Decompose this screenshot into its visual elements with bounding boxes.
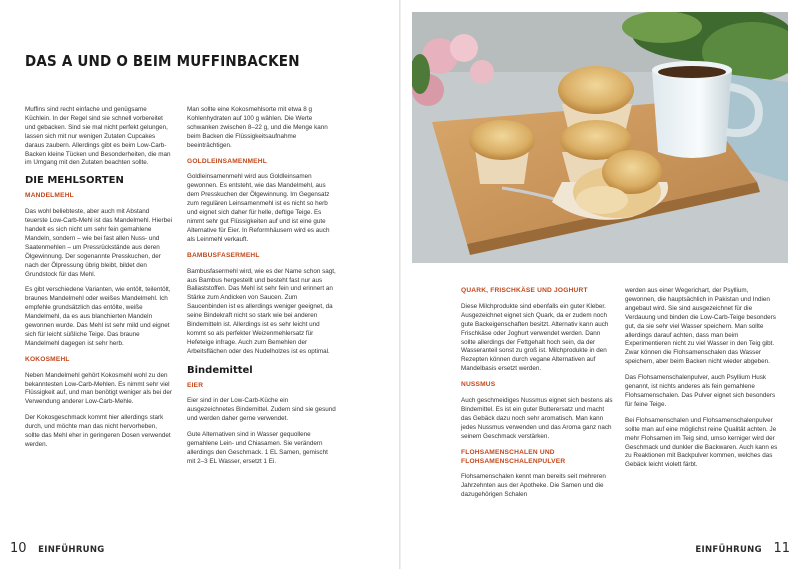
footer-left [10, 537, 105, 556]
muffin-photo-illustration [412, 12, 788, 263]
section-label-right: EINFÜHRUNG [695, 545, 762, 555]
muffin-photo [412, 12, 788, 263]
page-title: DAS A UND O BEIM MUFFINBACKEN [25, 52, 300, 70]
heading-goldleinsamenmehl: GOLDLEINSAMENMEHL [187, 157, 267, 165]
bambusfasermehl-text: Bambusfasermehl wird, wie es der Name schon sagt, aus Bambus hergestellt und besteht fast nur aus Ballaststoffen. Das Mehl ist sehr fein und erinnert an Stärke zum Andicken von Saucen. Zum Saucenbinden ist es allerdings weniger geeignet, da seine Bindekraft nicht so stark wie bei anderen Bindemitteln ist. Allerdings ist es sehr leicht und kommt so als perfekter Weizenmehlersatz für Hefeteige infrage. Auch zum Bemehlen der Arbeitsflächen oder des Nudelholzes ist es optimal. [187, 267, 336, 355]
page-number-right: 11 [773, 541, 790, 556]
heading-bambusfasermehl: BAMBUSFASERMEHL [187, 251, 260, 259]
page-number-left: 10 [10, 541, 27, 556]
mandelmehl-text-2: Es gibt verschiedene Varianten, wie entölt, teilentölt, braunes Mandelmehl oder weißes Mandelmehl. Ich empfehle grundsätzlich das entölte, weiße Mandelmehl, da es aus blanchierten Mandeln gewonnen wurde. Das Mehl ist sehr mild und eignet sich für leicht süßliche Teige. Das braune Mandelmehl dagegen ist sehr herb. [25, 286, 171, 347]
heading-mandelmehl: MANDELMEHL [25, 192, 74, 200]
flohsamenpulver-text: Das Flohsamenschalenpulver, auch Psyllium Husk genannt, ist nichts anderes als fein gemahlene Flohsamenschalen. Das Pulver eignet sich besonders für feine Teige. [625, 374, 776, 408]
heading-quark: QUARK, FRISCHKÄSE UND JOGHURT [461, 287, 588, 294]
flohsamen-continued: werden aus einer Wegerichart, der Psyllium, gewonnen, die hauptsächlich in Pakistan und Indien angebaut wird. Sie sind ausgezeichnet für die Verdauung und binden die Low-Carb-Teige besonders gut, da sie sehr viel Wasser speichern. Man sollte allerdings darauf achten, dass man beim Experimentieren nicht zu viel Wasser in den Teig gibt. Zwar können die Flohsamenschalen das Wasser speichern, aber beim Backen nicht wieder abgeben. [625, 287, 776, 366]
right-column-1 [461, 287, 613, 507]
mandelmehl-text: Das wohl beliebteste, aber auch mit Abstand teuerste Low-Carb-Mehl ist das Mandelmehl. Hierbei handelt es sich nicht um sehr fein gemahlene Mandeln, sondern – wie bei fast allen Nuss- und Saatenmehlen – um Pressrückstände aus deren Ölgewinnung. Der sogenannte Presskuchen, der nach der Ölpressung übrig bleibt, bildet den Grundstock für das Mehl. [25, 208, 172, 278]
goldleinsamenmehl-text: Goldleinsamenmehl wird aus Goldleinsamen gewonnen. Es entsteht, wie das Mandelmehl, aus dem Presskuchen der Ölgewinnung. Im Gegensatz zum regulären Leinsamenmehl ist es nicht so herb und eignet sich daher für helle, deftige Teige. Es nimmt sehr gut Flüssigkeiten auf und ist eine gute Alternative für Eier. In Reformhäusern wird es auch als Leinmehl verkauft. [187, 173, 330, 243]
heading-eier: EIER [187, 381, 204, 389]
flohsamen-text: Flohsamenschalen kennt man bereits seit mehreren Jahrzehnten aus der Apotheke. Die Samen und die dazugehörigen Schalen [461, 473, 606, 499]
flohsamen-quality-text: Bei Flohsamenschalen und Flohsamenschalenpulver sollte man auf eine möglichst reine Qualität achten. Je mehr Flohsamen im Teig sind, umso kerniger wird der Geschmack und dunkler die Backwaren. Auch kann es zu Reaktionen mit Backpulver kommen, welches das Gebäck leicht violett färbt. [625, 416, 778, 469]
eier-text: Eier sind in der Low-Carb-Küche ein ausgezeichnetes Bindemittel. Zudem sind sie gesund und werden daher gerne verwendet. [187, 397, 336, 423]
intro-paragraph: Muffins sind recht einfache und genügsame Küchlein. In der Regel sind sie schnell vorbereitet und gebacken. Sind sie mal nicht perfekt gelungen, lassen sich mit nur wenigen Zutaten Cupcakes daraus zaubern. Allerdings gibt es beim Low-Carb-Backen kleine Tücken und Besonderheiten, die man im Umgang mit den Zutaten beachten sollte. [25, 106, 171, 167]
eier-text-2: Gute Alternativen sind in Wasser gequollene gemahlene Lein- und Chiasamen. Sie verändern allerdings den Geschmack. 1 EL Samen, gemischt mit 2–3 EL Wasser, ersetzt 1 Ei. [187, 431, 328, 465]
footer-right [695, 537, 790, 556]
kokosmehl-text-2: Der Kokosgeschmack kommt hier allerdings stark durch, und möchte man das nicht hervorheben, sollte das Mehl eher in geringeren Dosen verwendet werden. [25, 414, 171, 448]
kokosmehl-text: Neben Mandelmehl gehört Kokosmehl wohl zu den bekanntesten Low-Carb-Mehlen. Es nimmt sehr viel Flüssigkeit auf, und man benötigt weniger als bei der Verwendung anderer Low-Carb-Mehle. [25, 371, 173, 406]
kokosmehl-continued: Man sollte eine Kokosmehlsorte mit etwa 8 g Kohlenhydraten auf 100 g wählen. Die Werte schwanken zwischen 8–22 g, und die Menge kann beim Backen die Flüssigkeitsaufnahme beeinträchtigen. [187, 106, 328, 149]
subheading-bindemittel: Bindemittel [187, 364, 253, 376]
nussmus-text: Auch geschmeidiges Nussmus eignet sich bestens als Bindemittel. Es ist ein guter Butterersatz und macht das Gebäck dazu noch sehr aromatisch. Man kann jedes Nussmus verwenden und das Aroma ganz nach seinem Geschmack verstärken. [461, 397, 613, 440]
heading-nussmus: NUSSMUS [461, 381, 496, 389]
left-column-1 [25, 106, 173, 457]
left-column-2 [187, 106, 337, 474]
heading-flohsamen: FLOHSAMENSCHALEN UND FLOHSAMENSCHALENPULVER [461, 448, 566, 465]
subheading-mehlsorten: DIE MEHLSORTEN [25, 175, 124, 187]
heading-kokosmehl: KOKOSMEHL [25, 355, 70, 363]
quark-text: Diese Milchprodukte sind ebenfalls ein guter Kleber. Ausgezeichnet eignet sich Quark, da er zudem noch gute Backeigenschaften besitzt. Alternativ kann auch Frischkäse oder Joghurt verwendet werden. Dann sollte allerdings der Fettgehalt hoch sein, da der Wasseranteil sonst zu groß ist. Milchprodukte in den Rezepten können durch vegane Alternativen auf Mandelbasis ersetzt werden. [461, 302, 609, 373]
section-label-left: EINFÜHRUNG [38, 545, 105, 555]
page-gutter [399, 0, 401, 569]
right-column-2 [625, 287, 778, 477]
